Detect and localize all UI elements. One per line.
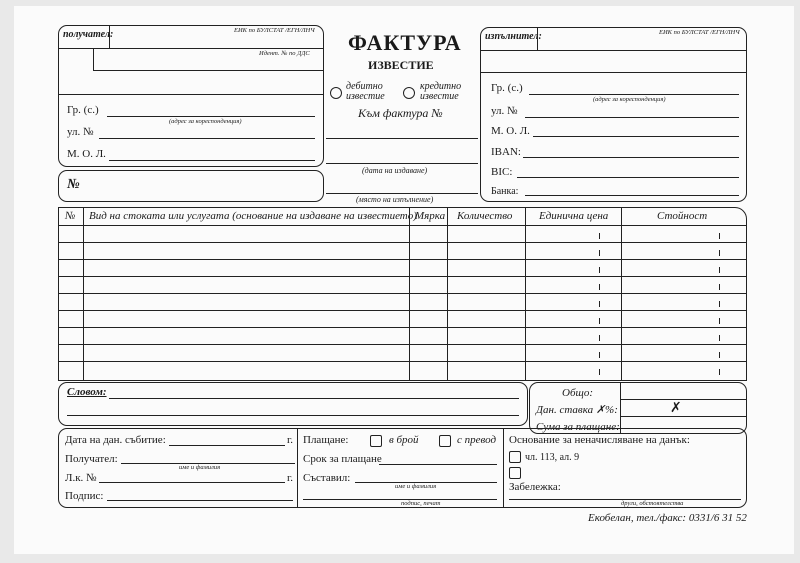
supplier-address-hint: (адрес за кореспонденция) [593,96,666,103]
transfer-checkbox[interactable] [439,435,451,447]
document-title: ФАКТУРА [348,30,462,55]
receiver-name-hint: име и фамилия [179,464,221,471]
cash-checkbox[interactable] [370,435,382,447]
year-suffix-1: г. [287,434,294,446]
receiver-label: Получател: [65,453,118,465]
col-header-quantity: Количество [457,210,513,222]
signature-label: Подпис: [65,490,104,502]
footer-box [58,428,747,508]
table-row [59,344,746,345]
recipient-eik-label: ЕИК по БУЛСТАТ /ЕГН/ЛНЧ [234,27,315,34]
recipient-label: получател: [63,29,114,40]
payment-term-label: Срок за плащане [303,453,382,465]
signature-stamp-hint: подпис, печат [401,500,441,507]
composed-name-hint: име и фамилия [395,483,437,490]
supplier-box [480,27,747,202]
debit-radio[interactable] [330,87,342,99]
composed-label: Съставил: [303,472,351,484]
issue-date-hint: (дата на издаване) [362,166,428,175]
document-subtitle: ИЗВЕСТИЕ [368,58,434,72]
number-box [58,170,324,202]
payable-label: Сума за плащане: [536,421,620,433]
col-header-value: Стойност [657,210,708,222]
to-invoice-label: Към фактура № [358,106,443,120]
other-hint: други, обстоятелства [621,500,684,507]
table-row [59,327,746,328]
exemption-label: Основание за неначисляване на данък: [509,434,690,446]
table-row [59,242,746,243]
supplier-bic-label: BIC: [491,166,513,178]
col-header-description: Вид на стоката или услугата (основание на издаване на известието) [89,210,417,222]
article-label: чл. 113, ал. 9 [525,452,580,463]
recipient-address-hint: (адрес за кореспонденция) [169,118,242,125]
supplier-iban-label: IBAN: [491,146,521,158]
tax-rate-value: ✗ [670,401,682,416]
in-words-label: Словом: [67,386,107,398]
total-label: Общо: [562,387,594,399]
payment-label: Плащане: [303,434,349,446]
tax-event-date-label: Дата на дан. събитие: [65,434,166,446]
recipient-mol-label: М. О. Л. [67,148,106,160]
items-table [58,207,747,381]
in-words-box [58,382,528,426]
recipient-box [58,25,324,167]
number-label: № [67,177,80,192]
supplier-bank-label: Банка: [491,186,519,197]
table-row [59,259,746,260]
table-row [59,361,746,362]
publisher-line: Екобелан, тел./факс: 0331/6 31 52 [588,512,747,524]
debit-label: дебитно известие [346,81,385,102]
note-label: Забележка: [509,481,561,493]
table-row [59,276,746,277]
year-suffix-2: г. [287,472,294,484]
transfer-label: с превод [457,434,497,446]
col-header-unit-price: Единична цена [539,210,609,222]
other-checkbox[interactable] [509,467,521,479]
place-hint: (място на изпълнение) [356,195,434,204]
recipient-vat-label: Идент. № по ДДС [259,50,310,57]
supplier-street-label: ул. № [491,105,518,117]
recipient-street-label: ул. № [67,126,94,138]
supplier-mol-label: М. О. Л. [491,125,530,137]
tax-rate-label: Дан. ставка ✗%: [536,404,618,416]
supplier-city-label: Гр. (с.) [491,82,523,94]
id-card-label: Л.к. № [65,472,97,484]
credit-label: кредитно известие [420,81,462,102]
table-row [59,293,746,294]
supplier-label: изпълнител: [485,31,542,42]
totals-box [529,382,747,434]
col-header-unit: Мярка [415,210,446,222]
supplier-eik-label: ЕИК по БУЛСТАТ /ЕГН/ЛНЧ [659,29,740,36]
article-checkbox[interactable] [509,451,521,463]
recipient-city-label: Гр. (с.) [67,104,99,116]
col-header-number: № [65,210,76,222]
credit-radio[interactable] [403,87,415,99]
cash-label: в брой [389,434,419,446]
table-row [59,310,746,311]
